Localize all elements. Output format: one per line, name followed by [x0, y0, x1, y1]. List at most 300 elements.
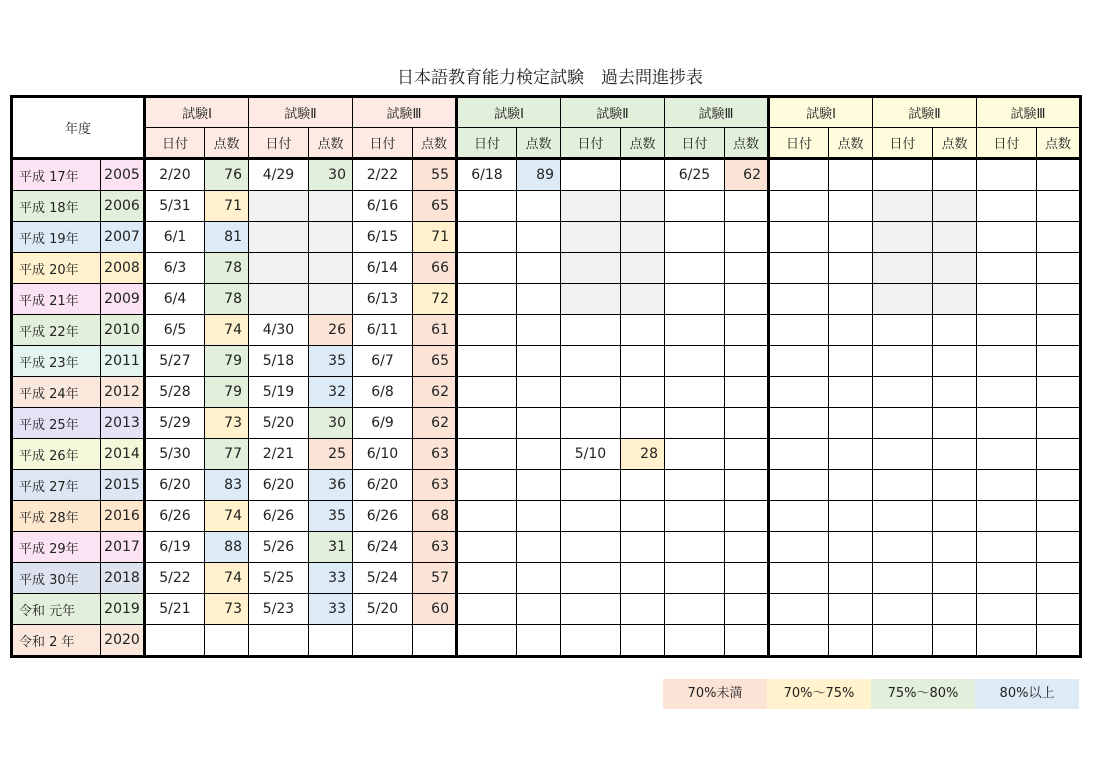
- score-cell[interactable]: 62: [725, 159, 769, 191]
- date-cell[interactable]: [977, 377, 1037, 408]
- date-cell[interactable]: [457, 532, 517, 563]
- score-cell[interactable]: [933, 284, 977, 315]
- date-cell[interactable]: [561, 377, 621, 408]
- score-cell[interactable]: [517, 284, 561, 315]
- score-cell[interactable]: [829, 377, 873, 408]
- score-cell[interactable]: 88: [205, 532, 249, 563]
- score-cell[interactable]: [309, 625, 353, 657]
- date-cell[interactable]: [457, 346, 517, 377]
- score-cell[interactable]: [725, 501, 769, 532]
- score-cell[interactable]: 55: [413, 159, 457, 191]
- score-cell[interactable]: 78: [205, 253, 249, 284]
- page-title: 日本語教育能力検定試験 過去問進捗表: [397, 68, 703, 88]
- score-cell[interactable]: [621, 377, 665, 408]
- score-cell[interactable]: [933, 594, 977, 625]
- date-cell[interactable]: [457, 315, 517, 346]
- date-cell[interactable]: 6/10: [353, 439, 413, 470]
- score-cell[interactable]: 81: [205, 222, 249, 253]
- date-cell[interactable]: [561, 501, 621, 532]
- date-cell[interactable]: [561, 470, 621, 501]
- score-cell[interactable]: 74: [205, 501, 249, 532]
- date-cell[interactable]: [665, 408, 725, 439]
- score-cell[interactable]: [933, 346, 977, 377]
- score-cell[interactable]: [829, 253, 873, 284]
- header-group-1: 試験Ⅰ: [145, 97, 249, 128]
- score-cell[interactable]: [933, 501, 977, 532]
- score-cell[interactable]: [933, 159, 977, 191]
- score-cell[interactable]: [829, 159, 873, 191]
- score-cell[interactable]: [1037, 563, 1081, 594]
- date-cell[interactable]: [769, 315, 829, 346]
- date-cell[interactable]: 6/7: [353, 346, 413, 377]
- date-cell[interactable]: [873, 408, 933, 439]
- date-cell[interactable]: [873, 563, 933, 594]
- era-cell: 平成 22年: [12, 315, 101, 346]
- score-cell[interactable]: [517, 315, 561, 346]
- date-cell[interactable]: [977, 253, 1037, 284]
- date-cell[interactable]: [769, 346, 829, 377]
- score-cell[interactable]: [621, 594, 665, 625]
- date-cell[interactable]: 6/25: [665, 159, 725, 191]
- date-cell[interactable]: [769, 625, 829, 657]
- score-cell[interactable]: 78: [205, 284, 249, 315]
- date-cell[interactable]: 5/10: [561, 439, 621, 470]
- score-cell[interactable]: 30: [309, 159, 353, 191]
- score-cell[interactable]: [517, 377, 561, 408]
- date-cell[interactable]: 6/19: [145, 532, 205, 563]
- date-cell[interactable]: [665, 377, 725, 408]
- score-cell[interactable]: [933, 439, 977, 470]
- score-cell[interactable]: 63: [413, 439, 457, 470]
- date-cell[interactable]: [665, 563, 725, 594]
- date-cell[interactable]: 6/16: [353, 191, 413, 222]
- date-cell[interactable]: 5/19: [249, 377, 309, 408]
- score-cell[interactable]: [413, 625, 457, 657]
- date-cell[interactable]: [769, 159, 829, 191]
- legend-item: 80%以上: [975, 679, 1079, 709]
- score-cell[interactable]: [1037, 315, 1081, 346]
- score-cell[interactable]: 79: [205, 377, 249, 408]
- score-cell[interactable]: [621, 191, 665, 222]
- date-cell[interactable]: [457, 222, 517, 253]
- score-cell[interactable]: 65: [413, 346, 457, 377]
- score-cell[interactable]: 73: [205, 408, 249, 439]
- date-cell[interactable]: 6/5: [145, 315, 205, 346]
- date-cell[interactable]: [561, 284, 621, 315]
- date-cell[interactable]: 5/23: [249, 594, 309, 625]
- date-cell[interactable]: [665, 315, 725, 346]
- date-cell[interactable]: 2/20: [145, 159, 205, 191]
- date-cell[interactable]: 6/13: [353, 284, 413, 315]
- date-cell[interactable]: [873, 470, 933, 501]
- score-cell[interactable]: [933, 532, 977, 563]
- score-cell[interactable]: 68: [413, 501, 457, 532]
- score-cell[interactable]: [933, 625, 977, 657]
- date-cell[interactable]: [457, 377, 517, 408]
- date-cell[interactable]: 6/8: [353, 377, 413, 408]
- score-cell[interactable]: [829, 563, 873, 594]
- score-cell[interactable]: 36: [309, 470, 353, 501]
- score-cell[interactable]: [725, 315, 769, 346]
- date-cell[interactable]: [457, 625, 517, 657]
- score-cell[interactable]: 57: [413, 563, 457, 594]
- date-cell[interactable]: [977, 159, 1037, 191]
- score-cell[interactable]: [725, 377, 769, 408]
- date-cell[interactable]: [769, 408, 829, 439]
- date-cell[interactable]: [249, 284, 309, 315]
- date-cell[interactable]: 6/14: [353, 253, 413, 284]
- date-cell[interactable]: [457, 191, 517, 222]
- date-cell[interactable]: [977, 532, 1037, 563]
- score-cell[interactable]: [933, 315, 977, 346]
- date-cell[interactable]: [561, 532, 621, 563]
- year-cell: 2014: [101, 439, 145, 470]
- score-cell[interactable]: [621, 315, 665, 346]
- date-cell[interactable]: [873, 253, 933, 284]
- date-cell[interactable]: [873, 159, 933, 191]
- date-cell[interactable]: 6/3: [145, 253, 205, 284]
- score-cell[interactable]: [1037, 346, 1081, 377]
- score-cell[interactable]: [1037, 594, 1081, 625]
- score-cell[interactable]: 30: [309, 408, 353, 439]
- date-cell[interactable]: [561, 191, 621, 222]
- year-cell: 2020: [101, 625, 145, 657]
- score-cell[interactable]: [517, 439, 561, 470]
- date-cell[interactable]: [977, 315, 1037, 346]
- score-cell[interactable]: [517, 470, 561, 501]
- date-cell[interactable]: [665, 501, 725, 532]
- score-cell[interactable]: [1037, 159, 1081, 191]
- score-cell[interactable]: [1037, 284, 1081, 315]
- date-cell[interactable]: [873, 222, 933, 253]
- date-cell[interactable]: [769, 470, 829, 501]
- score-cell[interactable]: [517, 408, 561, 439]
- score-cell[interactable]: [621, 222, 665, 253]
- score-cell[interactable]: 33: [309, 563, 353, 594]
- date-cell[interactable]: [457, 408, 517, 439]
- date-cell[interactable]: 5/20: [353, 594, 413, 625]
- date-cell[interactable]: 2/22: [353, 159, 413, 191]
- score-cell[interactable]: [309, 222, 353, 253]
- score-cell[interactable]: [621, 563, 665, 594]
- date-cell[interactable]: [873, 501, 933, 532]
- score-cell[interactable]: 72: [413, 284, 457, 315]
- score-cell[interactable]: 65: [413, 191, 457, 222]
- score-cell[interactable]: 60: [413, 594, 457, 625]
- score-cell[interactable]: [933, 222, 977, 253]
- score-cell[interactable]: [1037, 532, 1081, 563]
- date-cell[interactable]: [873, 315, 933, 346]
- score-cell[interactable]: [205, 625, 249, 657]
- score-cell[interactable]: 62: [413, 377, 457, 408]
- date-cell[interactable]: [249, 222, 309, 253]
- score-cell[interactable]: [621, 346, 665, 377]
- header-group-row: [12, 97, 1081, 128]
- date-cell[interactable]: [457, 594, 517, 625]
- date-cell[interactable]: [873, 284, 933, 315]
- date-cell[interactable]: 5/27: [145, 346, 205, 377]
- date-cell[interactable]: [977, 501, 1037, 532]
- score-cell[interactable]: [517, 222, 561, 253]
- score-cell[interactable]: 61: [413, 315, 457, 346]
- score-cell[interactable]: [829, 501, 873, 532]
- date-cell[interactable]: 6/20: [249, 470, 309, 501]
- date-cell[interactable]: [665, 253, 725, 284]
- date-cell[interactable]: [873, 346, 933, 377]
- date-cell[interactable]: [769, 284, 829, 315]
- date-cell[interactable]: [665, 346, 725, 377]
- date-cell[interactable]: 5/30: [145, 439, 205, 470]
- date-cell[interactable]: [457, 284, 517, 315]
- date-cell[interactable]: [457, 253, 517, 284]
- score-cell[interactable]: [1037, 377, 1081, 408]
- score-cell[interactable]: [725, 191, 769, 222]
- score-cell[interactable]: 89: [517, 159, 561, 191]
- score-cell[interactable]: [933, 408, 977, 439]
- date-cell[interactable]: [977, 594, 1037, 625]
- score-cell[interactable]: 71: [205, 191, 249, 222]
- date-cell[interactable]: [145, 625, 205, 657]
- date-cell[interactable]: [977, 284, 1037, 315]
- date-cell[interactable]: [561, 563, 621, 594]
- date-cell[interactable]: [561, 625, 621, 657]
- score-cell[interactable]: [517, 253, 561, 284]
- score-cell[interactable]: 76: [205, 159, 249, 191]
- score-cell[interactable]: [829, 470, 873, 501]
- score-cell[interactable]: [725, 222, 769, 253]
- score-cell[interactable]: [1037, 408, 1081, 439]
- date-cell[interactable]: [665, 439, 725, 470]
- score-cell[interactable]: [829, 315, 873, 346]
- date-cell[interactable]: [977, 439, 1037, 470]
- score-cell[interactable]: [829, 346, 873, 377]
- date-cell[interactable]: [769, 563, 829, 594]
- date-cell[interactable]: [561, 315, 621, 346]
- date-cell[interactable]: [769, 501, 829, 532]
- date-cell[interactable]: 5/20: [249, 408, 309, 439]
- date-cell[interactable]: [457, 501, 517, 532]
- score-cell[interactable]: [829, 439, 873, 470]
- date-cell[interactable]: [873, 532, 933, 563]
- date-cell[interactable]: [873, 625, 933, 657]
- date-cell[interactable]: 5/25: [249, 563, 309, 594]
- date-cell[interactable]: 4/29: [249, 159, 309, 191]
- score-cell[interactable]: 62: [413, 408, 457, 439]
- date-cell[interactable]: 6/26: [249, 501, 309, 532]
- date-cell[interactable]: 6/20: [353, 470, 413, 501]
- score-cell[interactable]: [829, 191, 873, 222]
- date-cell[interactable]: [873, 594, 933, 625]
- score-cell[interactable]: [725, 532, 769, 563]
- score-cell[interactable]: [621, 501, 665, 532]
- score-cell[interactable]: 32: [309, 377, 353, 408]
- score-cell[interactable]: [933, 253, 977, 284]
- date-cell[interactable]: 6/18: [457, 159, 517, 191]
- date-cell[interactable]: 5/29: [145, 408, 205, 439]
- date-cell[interactable]: 5/18: [249, 346, 309, 377]
- score-cell[interactable]: [725, 346, 769, 377]
- date-cell[interactable]: [665, 284, 725, 315]
- date-cell[interactable]: [977, 222, 1037, 253]
- score-cell[interactable]: [621, 532, 665, 563]
- date-cell[interactable]: 4/30: [249, 315, 309, 346]
- date-cell[interactable]: [873, 191, 933, 222]
- date-cell[interactable]: [977, 625, 1037, 657]
- date-cell[interactable]: [249, 625, 309, 657]
- date-cell[interactable]: 2/21: [249, 439, 309, 470]
- score-cell[interactable]: [621, 408, 665, 439]
- date-cell[interactable]: 5/21: [145, 594, 205, 625]
- score-cell[interactable]: 74: [205, 563, 249, 594]
- score-cell[interactable]: [829, 408, 873, 439]
- date-cell[interactable]: 6/1: [145, 222, 205, 253]
- score-cell[interactable]: [829, 284, 873, 315]
- date-cell[interactable]: [873, 439, 933, 470]
- date-cell[interactable]: [977, 563, 1037, 594]
- year-cell: 2005: [101, 159, 145, 191]
- date-cell[interactable]: [665, 222, 725, 253]
- date-cell[interactable]: [353, 625, 413, 657]
- score-cell[interactable]: [517, 501, 561, 532]
- score-cell[interactable]: 83: [205, 470, 249, 501]
- date-cell[interactable]: [769, 594, 829, 625]
- date-cell[interactable]: [665, 191, 725, 222]
- date-cell[interactable]: [769, 222, 829, 253]
- score-cell[interactable]: [1037, 191, 1081, 222]
- score-cell[interactable]: 25: [309, 439, 353, 470]
- score-cell[interactable]: [725, 625, 769, 657]
- date-cell[interactable]: [977, 408, 1037, 439]
- date-cell[interactable]: 5/24: [353, 563, 413, 594]
- score-cell[interactable]: [1037, 222, 1081, 253]
- date-cell[interactable]: [977, 191, 1037, 222]
- score-cell[interactable]: [829, 625, 873, 657]
- score-cell[interactable]: 66: [413, 253, 457, 284]
- date-cell[interactable]: 6/26: [145, 501, 205, 532]
- date-cell[interactable]: [561, 159, 621, 191]
- date-cell[interactable]: [561, 253, 621, 284]
- date-cell[interactable]: [249, 253, 309, 284]
- date-cell[interactable]: 5/31: [145, 191, 205, 222]
- date-cell[interactable]: 6/11: [353, 315, 413, 346]
- date-cell[interactable]: [769, 439, 829, 470]
- score-cell[interactable]: [725, 594, 769, 625]
- date-cell[interactable]: 6/20: [145, 470, 205, 501]
- score-cell[interactable]: 33: [309, 594, 353, 625]
- score-cell[interactable]: 63: [413, 470, 457, 501]
- date-cell[interactable]: [561, 346, 621, 377]
- score-cell[interactable]: 63: [413, 532, 457, 563]
- score-cell[interactable]: [1037, 625, 1081, 657]
- score-cell[interactable]: 79: [205, 346, 249, 377]
- score-cell[interactable]: [517, 594, 561, 625]
- score-cell[interactable]: [725, 563, 769, 594]
- date-cell[interactable]: [769, 253, 829, 284]
- score-cell[interactable]: 31: [309, 532, 353, 563]
- score-cell[interactable]: [933, 470, 977, 501]
- date-cell[interactable]: [769, 377, 829, 408]
- score-cell[interactable]: [829, 532, 873, 563]
- date-cell[interactable]: 6/4: [145, 284, 205, 315]
- score-cell[interactable]: [621, 159, 665, 191]
- date-cell[interactable]: [873, 377, 933, 408]
- score-cell[interactable]: [933, 191, 977, 222]
- date-cell[interactable]: [249, 191, 309, 222]
- score-cell[interactable]: 28: [621, 439, 665, 470]
- score-cell[interactable]: [725, 439, 769, 470]
- date-cell[interactable]: [769, 191, 829, 222]
- score-cell[interactable]: [1037, 439, 1081, 470]
- score-cell[interactable]: [517, 346, 561, 377]
- score-cell[interactable]: [517, 532, 561, 563]
- date-cell[interactable]: [561, 408, 621, 439]
- score-cell[interactable]: [517, 563, 561, 594]
- date-cell[interactable]: [665, 532, 725, 563]
- date-cell[interactable]: 5/22: [145, 563, 205, 594]
- score-cell[interactable]: [309, 253, 353, 284]
- date-cell[interactable]: [977, 346, 1037, 377]
- score-cell[interactable]: [621, 470, 665, 501]
- score-cell[interactable]: [621, 253, 665, 284]
- date-cell[interactable]: [561, 222, 621, 253]
- score-cell[interactable]: [933, 377, 977, 408]
- date-cell[interactable]: 6/24: [353, 532, 413, 563]
- era-cell: 平成 17年: [12, 159, 101, 191]
- era-cell: 平成 27年: [12, 470, 101, 501]
- date-cell[interactable]: 6/26: [353, 501, 413, 532]
- score-cell[interactable]: 35: [309, 501, 353, 532]
- date-cell[interactable]: [977, 470, 1037, 501]
- score-cell[interactable]: 35: [309, 346, 353, 377]
- score-cell[interactable]: [725, 284, 769, 315]
- score-cell[interactable]: [1037, 501, 1081, 532]
- table-row: [12, 563, 1081, 594]
- score-cell[interactable]: 77: [205, 439, 249, 470]
- score-cell[interactable]: [829, 222, 873, 253]
- score-cell[interactable]: [621, 284, 665, 315]
- date-cell[interactable]: [665, 470, 725, 501]
- date-cell[interactable]: [457, 563, 517, 594]
- score-cell[interactable]: [933, 563, 977, 594]
- date-cell[interactable]: [665, 594, 725, 625]
- score-cell[interactable]: 26: [309, 315, 353, 346]
- score-cell[interactable]: [829, 594, 873, 625]
- date-cell[interactable]: 6/15: [353, 222, 413, 253]
- score-cell[interactable]: 74: [205, 315, 249, 346]
- date-cell[interactable]: 6/9: [353, 408, 413, 439]
- score-cell[interactable]: [725, 253, 769, 284]
- date-cell[interactable]: 5/26: [249, 532, 309, 563]
- date-cell[interactable]: [769, 532, 829, 563]
- score-cell[interactable]: [621, 625, 665, 657]
- score-cell[interactable]: [725, 408, 769, 439]
- header-group-5: 試験Ⅱ: [561, 97, 665, 128]
- date-cell[interactable]: [561, 594, 621, 625]
- date-cell[interactable]: 5/28: [145, 377, 205, 408]
- date-cell[interactable]: [665, 625, 725, 657]
- score-cell[interactable]: [517, 191, 561, 222]
- date-cell[interactable]: [457, 470, 517, 501]
- score-cell[interactable]: [725, 470, 769, 501]
- score-cell[interactable]: 73: [205, 594, 249, 625]
- score-cell[interactable]: [1037, 470, 1081, 501]
- date-cell[interactable]: [457, 439, 517, 470]
- score-cell[interactable]: [1037, 253, 1081, 284]
- score-cell[interactable]: [309, 191, 353, 222]
- score-cell[interactable]: [309, 284, 353, 315]
- score-cell[interactable]: [517, 625, 561, 657]
- score-cell[interactable]: 71: [413, 222, 457, 253]
